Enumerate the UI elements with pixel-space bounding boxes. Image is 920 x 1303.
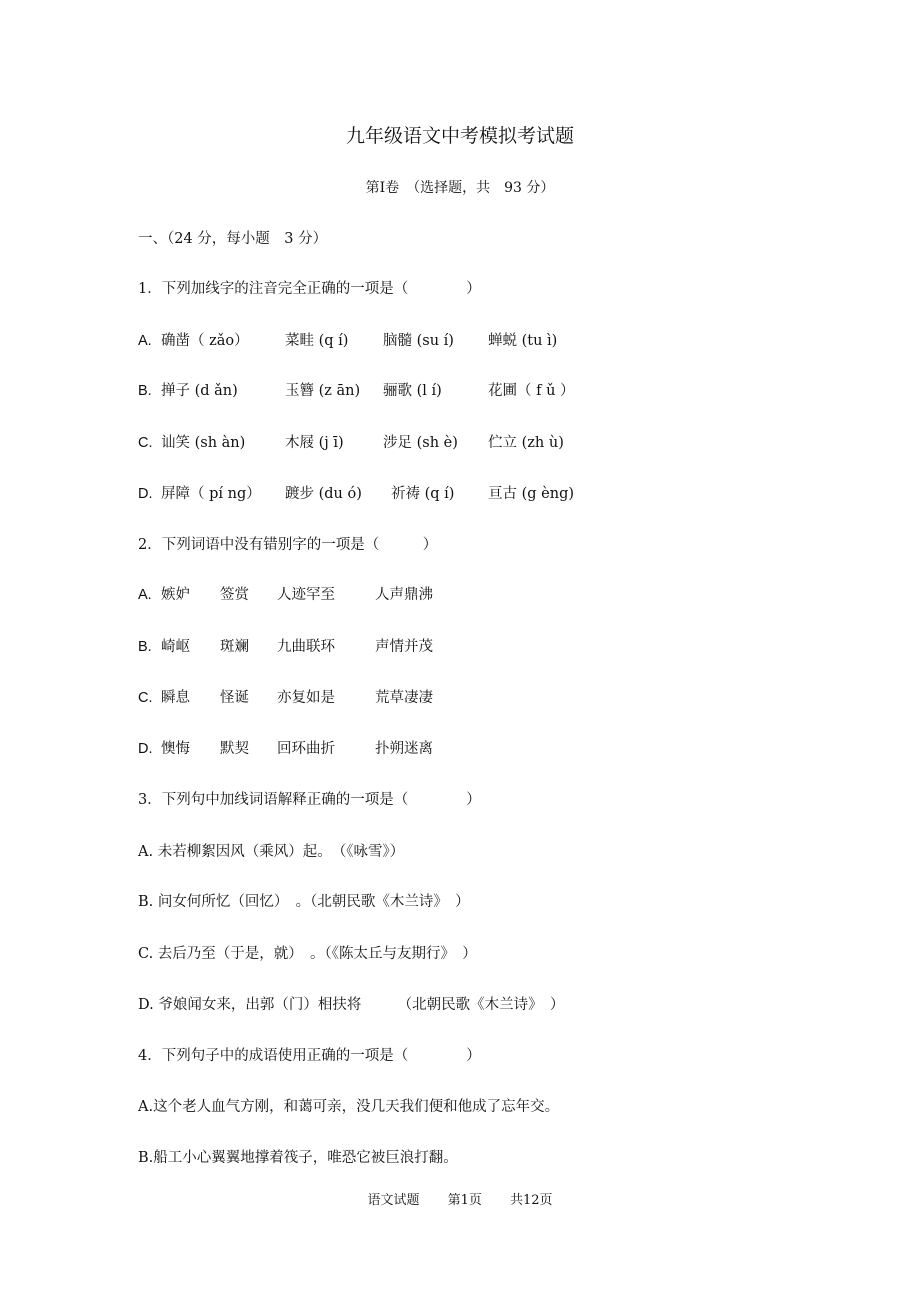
option-item: 确凿（ zǎo） xyxy=(161,333,249,349)
question-3-option-b: B. 问女何所忆（回忆） 。（北朝民歌《木兰诗》 ） xyxy=(138,894,470,910)
question-2-option-c xyxy=(0,688,920,708)
option-item: 亦复如是 xyxy=(277,690,335,706)
question-2-option-b xyxy=(0,637,920,657)
option-item: 涉足 (sh è) xyxy=(383,435,458,451)
question-4-stem: 4．下列句子中的成语使用正确的一项是（ ） xyxy=(138,1048,481,1064)
option-item: 花圃（ f ǔ ） xyxy=(488,383,575,399)
option-item: 骊歌 (l í) xyxy=(383,383,442,399)
option-item: 荒草凄凄 xyxy=(375,690,433,706)
question-3-stem: 3．下列句中加线词语解释正确的一项是（ ） xyxy=(138,792,481,808)
question-1-option-d xyxy=(0,484,920,504)
footer-page-total: 共12页 xyxy=(510,1193,553,1208)
question-4-option-a: A.这个老人血气方刚，和蔼可亲，没几天我们便和他成了忘年交。 xyxy=(138,1099,560,1115)
option-item: 懊悔 xyxy=(161,741,190,757)
option-item: 祈祷 (q í) xyxy=(391,486,455,502)
option-item: 蝉蜕 (tu ì) xyxy=(488,333,558,349)
option-letter: B. xyxy=(138,383,152,399)
option-item: 亘古 (g èng) xyxy=(488,486,575,502)
option-item: 崎岖 xyxy=(161,639,190,655)
question-3-option-c: C. 去后乃至（于是，就） 。（《陈太丘与友期行》 ） xyxy=(138,946,477,962)
option-item: 九曲联环 xyxy=(277,639,335,655)
question-2-option-d xyxy=(0,739,920,759)
paper-subtitle: 第Ⅰ卷 （选择题，共 93 分） xyxy=(365,180,555,196)
option-item: 瞬息 xyxy=(161,690,190,706)
question-2-stem: 2．下列词语中没有错别字的一项是（ ） xyxy=(138,537,438,553)
option-item: 嫉妒 xyxy=(161,587,190,603)
option-letter: D. xyxy=(138,486,153,502)
option-item: 签赏 xyxy=(220,587,249,603)
option-item: 菜畦 (q í) xyxy=(285,333,349,349)
option-item: 讪笑 (sh àn) xyxy=(161,435,246,451)
question-3-option-d: D. 爷娘闻女来，出郭（门）相扶将 （北朝民歌《木兰诗》 ） xyxy=(138,997,565,1013)
footer-subject: 语文试题 xyxy=(367,1193,420,1208)
option-letter: B. xyxy=(138,639,152,655)
option-letter: C. xyxy=(138,435,153,451)
option-item: 木屐 (j ī) xyxy=(285,435,344,451)
option-item: 屏障（ pí ng） xyxy=(161,486,261,502)
section-heading: 一、（24 分，每小题 3 分） xyxy=(138,231,328,247)
option-letter: D. xyxy=(138,741,153,757)
question-2-option-a xyxy=(0,585,920,605)
option-letter: C. xyxy=(138,690,153,706)
option-item: 扑朔迷离 xyxy=(375,741,433,757)
option-item: 脑髓 (su í) xyxy=(383,333,454,349)
option-item: 踱步 (du ó) xyxy=(285,486,362,502)
option-letter: A. xyxy=(138,587,152,603)
question-1-option-c xyxy=(0,433,920,453)
question-1-stem: 1．下列加线字的注音完全正确的一项是（ ） xyxy=(138,281,481,297)
option-item: 玉簪 (z ān) xyxy=(285,383,361,399)
footer-page-number: 第1页 xyxy=(447,1193,482,1208)
option-item: 回环曲折 xyxy=(277,741,335,757)
page-footer xyxy=(0,1191,920,1211)
question-4-option-b: B.船工小心翼翼地撑着筏子，唯恐它被巨浪打翻。 xyxy=(138,1150,458,1166)
option-item: 伫立 (zh ù) xyxy=(488,435,564,451)
question-3-option-a: A. 未若柳絮因风（乘风）起。 （《咏雪》） xyxy=(138,844,405,860)
option-item: 怪诞 xyxy=(220,690,249,706)
option-item: 掸子 (d ǎn) xyxy=(161,383,238,399)
question-1-option-b xyxy=(0,381,920,401)
option-item: 声情并茂 xyxy=(375,639,433,655)
option-item: 人迹罕至 xyxy=(277,587,335,603)
option-item: 人声鼎沸 xyxy=(375,587,433,603)
page-title: 九年级语文中考模拟考试题 xyxy=(345,125,574,147)
option-item: 默契 xyxy=(220,741,249,757)
question-1-option-a xyxy=(0,331,920,351)
option-letter: A. xyxy=(138,333,152,349)
option-item: 斑斓 xyxy=(220,639,249,655)
